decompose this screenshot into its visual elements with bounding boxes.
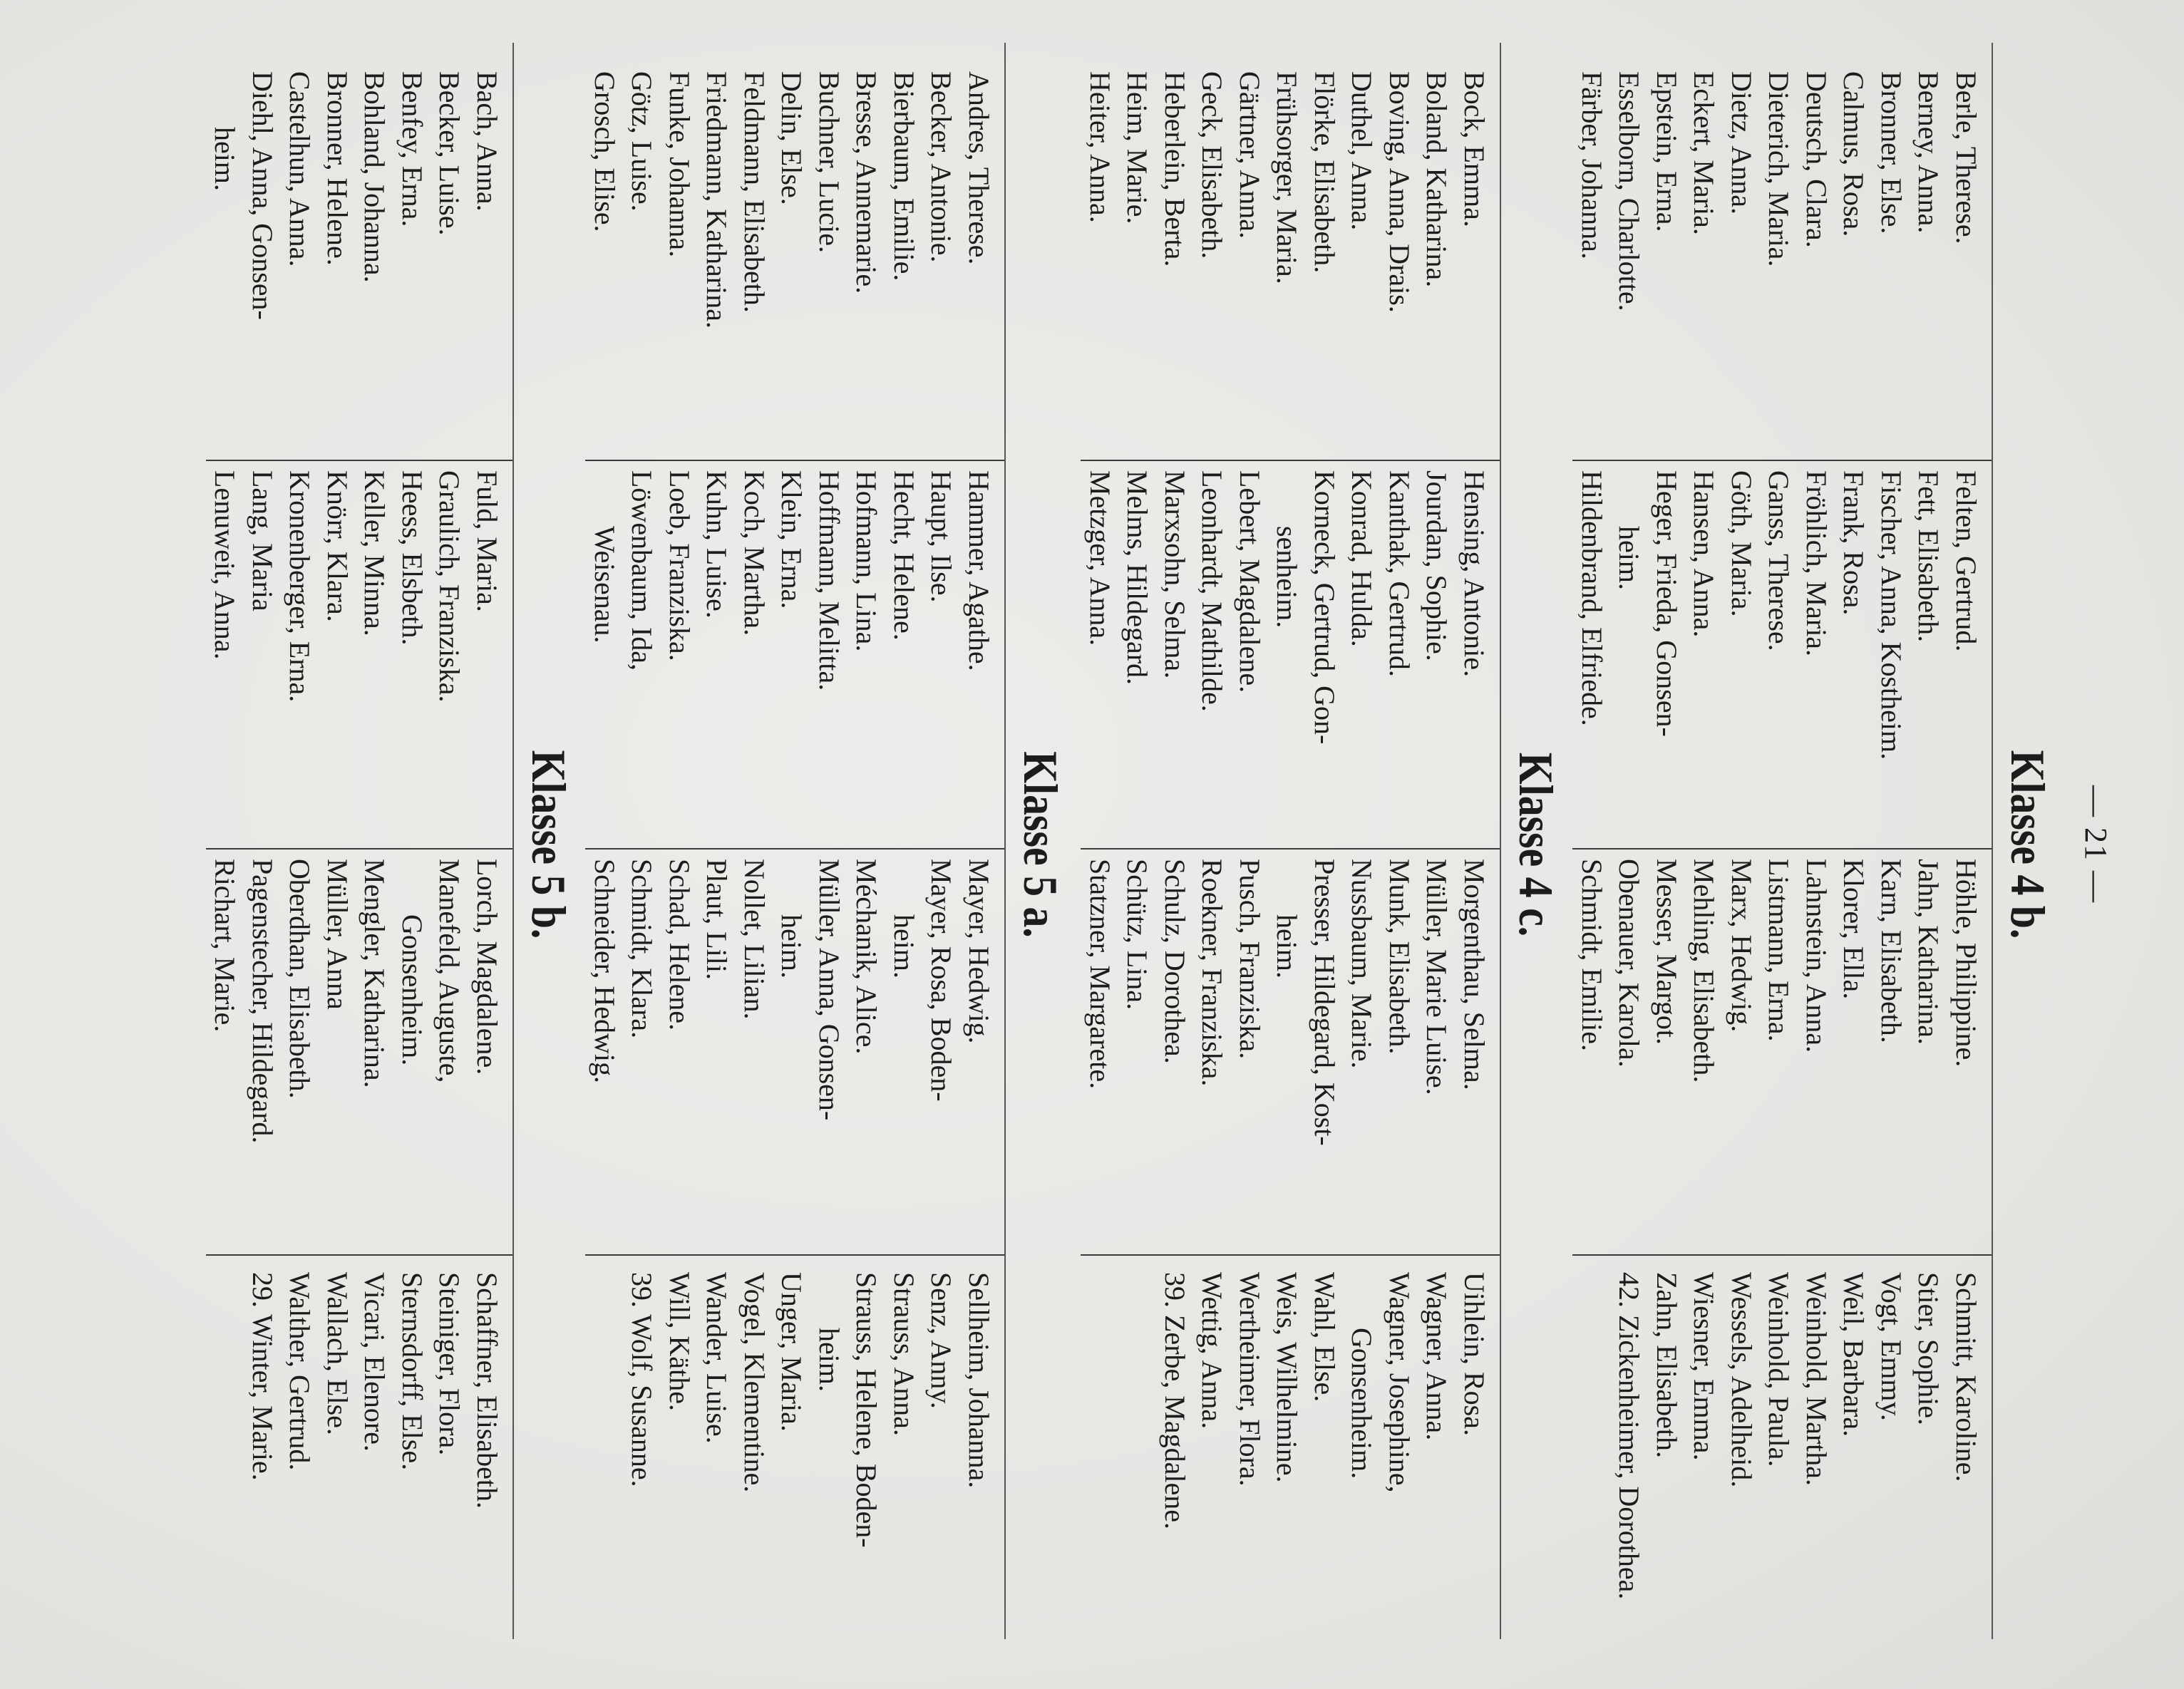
pupil-name: Hildenbrand, Elfriede. [1576, 470, 1608, 726]
pupil-name: Bronner, Helene. [321, 71, 354, 266]
pupil-name: Richart, Marie. [209, 859, 242, 1033]
pupil-name: Becker, Antonie. [925, 71, 958, 263]
pupil-name: Loeb, Franziska. [664, 470, 696, 661]
pupil-name: Mengler, Katharina. [359, 859, 391, 1088]
pupil-name: Heberlein, Berta. [1159, 71, 1191, 267]
pupil-name: Sellheim, Johanna. [963, 1272, 995, 1489]
pupil-name: Roekner, Franziska. [1196, 859, 1229, 1087]
name-column [1573, 859, 1985, 1258]
section-rule [512, 43, 514, 1639]
pupil-name: Schmidt, Emilie. [1576, 859, 1608, 1051]
pupil-name: Wagner, Josephine, [1384, 1272, 1416, 1493]
pupil-name: Vogt, Emmy. [1875, 1272, 1907, 1421]
pupil-name: Uihlein, Rosa. [1458, 1272, 1490, 1436]
pupil-name: heim. [1271, 914, 1304, 978]
pupil-name: Frank, Rosa. [1838, 470, 1870, 616]
pupil-name: Jourdan, Sophie. [1421, 470, 1453, 661]
pupil-name: 42. Zickenheimer, Dorothea. [1613, 1272, 1646, 1600]
pupil-name: Schütz, Lina. [1121, 859, 1154, 1011]
pupil-name: Keller, Minna. [359, 470, 391, 636]
pupil-name: Bohland, Johanna. [359, 71, 391, 283]
pupil-name: Bach, Anna. [471, 71, 503, 212]
pupil-name: Buchner, Lucie. [813, 71, 845, 253]
pupil-name: Wertheimer, Flora. [1234, 1272, 1266, 1487]
pupil-name: Méchanik, Alice. [850, 859, 883, 1055]
class-heading: Klasse 4 b. [2001, 750, 2055, 939]
pupil-name: Weisenau. [589, 526, 621, 644]
pupil-name: Hofmann, Lina. [850, 470, 883, 652]
pupil-name: Wander, Luise. [701, 1272, 733, 1444]
pupil-name: Andres, Therese. [963, 71, 995, 265]
pupil-name: Deutsch, Clara. [1801, 71, 1833, 248]
pupil-name: Götz, Luise. [626, 71, 659, 212]
pupil-name: Mehling, Elisabeth. [1688, 859, 1721, 1083]
pupil-name: 39. Wolf, Susanne. [626, 1272, 659, 1487]
pupil-name: Berney, Anna. [1912, 71, 1945, 234]
pupil-name: Eckert, Maria. [1688, 71, 1721, 235]
pupil-name: 39. Zerbe, Magdalene. [1159, 1272, 1191, 1529]
pupil-name: Listmann, Erna. [1763, 859, 1796, 1042]
pupil-name: Schmidt, Klara. [626, 859, 659, 1039]
pupil-name: Calmus, Rosa. [1838, 71, 1870, 237]
pupil-name: Benfey, Erna. [396, 71, 428, 227]
pupil-name: Funke, Johanna. [664, 71, 696, 258]
pupil-name: Dieterich, Maria. [1763, 71, 1796, 267]
pupil-name: Haupt, Ilse. [925, 470, 958, 603]
pupil-name: Messer, Margot. [1651, 859, 1683, 1045]
pupil-name: Diehl, Anna, Gonsen- [247, 71, 279, 320]
pupil-name: Wallach, Else. [321, 1272, 354, 1435]
column-divider [1081, 1254, 1500, 1256]
pupil-name: Hensing, Antonie. [1458, 470, 1490, 677]
column-divider [1573, 848, 1992, 849]
pupil-name: Marx, Hedwig. [1726, 859, 1758, 1033]
pupil-name: Duthel, Anna. [1346, 71, 1379, 231]
pupil-name: Höhle, Philippine. [1950, 859, 1982, 1068]
pupil-name: Fett, Elisabeth. [1912, 470, 1945, 643]
pupil-name: Stier, Sophie. [1912, 1272, 1945, 1426]
pupil-name: heim. [813, 1328, 845, 1392]
pupil-name: Strauss, Anna. [888, 1272, 920, 1436]
pupil-name: Bock, Emma. [1458, 71, 1490, 227]
name-column [586, 470, 998, 869]
pupil-name: Göth, Maria. [1726, 470, 1758, 617]
pupil-name: Presser, Hildegard, Kost- [1309, 859, 1341, 1146]
pupil-name: Leonhardt, Mathilde. [1196, 470, 1229, 712]
pupil-name: Gärtner, Anna. [1234, 71, 1266, 239]
pupil-name: Obenauer, Karola. [1613, 859, 1646, 1068]
pupil-name: Felten, Gertrud. [1950, 470, 1982, 652]
pupil-name: Müller, Anna, Gonsen- [813, 859, 845, 1121]
pupil-name: Steiniger, Flora. [433, 1272, 466, 1456]
pupil-name: Wagner, Anna. [1421, 1272, 1453, 1441]
class-heading: Klasse 5 b. [522, 750, 576, 939]
pupil-name: Friedmann, Katharina. [701, 71, 733, 329]
pupil-name: Wiesner, Emma. [1688, 1272, 1721, 1461]
pupil-name: Manefeld, Auguste, [433, 859, 466, 1083]
section-rule [1004, 43, 1006, 1639]
pupil-name: Vogel, Klementine. [738, 1272, 771, 1493]
pupil-name: Boland, Katharina. [1421, 71, 1453, 288]
pupil-name: Fischer, Anna, Kostheim. [1875, 470, 1907, 760]
pupil-name: Statzner, Margarete. [1084, 859, 1116, 1090]
pupil-name: Munk, Elisabeth. [1384, 859, 1416, 1055]
pupil-name: Nollet, Lilian. [738, 859, 771, 1020]
pupil-name: Bierbaum, Emilie. [888, 71, 920, 282]
name-column [206, 859, 505, 1258]
name-column [1081, 470, 1493, 869]
pupil-name: Karn, Elisabeth. [1875, 859, 1907, 1043]
pupil-name: Senz, Anny. [925, 1272, 958, 1409]
pupil-name: Heger, Frieda, Gonsen- [1651, 470, 1683, 737]
pupil-name: Nussbaum, Marie. [1346, 859, 1379, 1069]
pupil-name: Graulich, Franziska. [433, 470, 466, 703]
pupil-name: Will, Käthe. [664, 1272, 696, 1411]
pupil-name: Wessels, Adelheid. [1726, 1272, 1758, 1488]
pupil-name: heim. [888, 914, 920, 978]
name-column [586, 71, 998, 470]
pupil-name: Schneider, Hedwig. [589, 859, 621, 1083]
pupil-name: Hammer, Agathe. [963, 470, 995, 671]
pupil-name: Unger, Maria. [776, 1272, 808, 1432]
pupil-name: Plaut, Lili. [701, 859, 733, 980]
pupil-name: senheim. [1271, 526, 1304, 629]
pupil-name: Morgenthau, Selma. [1458, 859, 1490, 1090]
pupil-name: Lenuweit, Anna. [209, 470, 242, 660]
pupil-name: Berle, Therese. [1950, 71, 1982, 244]
pupil-name: Frühsorger, Maria. [1271, 71, 1304, 284]
pupil-name: Esselborn, Charlotte. [1613, 71, 1646, 311]
pupil-name: Wettig, Anna. [1196, 1272, 1229, 1430]
pupil-name: Ganss, Therese. [1763, 470, 1796, 651]
pupil-name: Marxsohn, Selma. [1159, 470, 1191, 679]
page-number: — 21 — [2079, 785, 2113, 904]
pupil-name: Müller, Anna [321, 859, 354, 1010]
pupil-name: Färber, Johanna. [1576, 71, 1608, 259]
pupil-name: Vicari, Elenore. [359, 1272, 391, 1452]
pupil-name: heim. [209, 127, 242, 191]
pupil-name: Bresse, Annemarie. [850, 71, 883, 294]
pupil-name: Lorch, Magdalene. [471, 859, 503, 1075]
pupil-name: Kanthak, Gertrud. [1384, 470, 1416, 677]
pupil-name: Delin, Else. [776, 71, 808, 205]
column-divider [206, 1254, 512, 1256]
pupil-name: Lang, Maria [247, 470, 279, 611]
column-divider [586, 460, 1005, 461]
column-divider [1573, 460, 1992, 461]
pupil-name: Walther, Gertrud. [284, 1272, 316, 1471]
pupil-name: Lebert, Magdalene. [1234, 470, 1266, 693]
class-heading: Klasse 5 a. [1014, 751, 1068, 938]
pupil-name: Weinhold, Paula. [1763, 1272, 1796, 1467]
pupil-name: Weinhold, Martha. [1801, 1272, 1833, 1487]
pupil-name: heim. [1613, 526, 1646, 590]
pupil-name: Metzger, Anna. [1084, 470, 1116, 646]
name-column [1610, 1272, 1984, 1671]
class-heading: Klasse 4 c. [1509, 752, 1563, 937]
pupil-name: Koch, Martha. [738, 470, 771, 636]
pupil-name: Jahn, Katharina. [1912, 859, 1945, 1045]
pupil-name: Heess, Elsbeth. [396, 470, 428, 646]
pupil-name: Dietz, Anna. [1726, 71, 1758, 215]
pupil-name: Fröhlich, Maria. [1801, 470, 1833, 657]
pupil-name: Knörr, Klara. [321, 470, 354, 622]
pupil-name: Müller, Marie Luise. [1421, 859, 1453, 1095]
pupil-name: Schad, Helene. [664, 859, 696, 1031]
pupil-name: Gonsenheim. [396, 914, 428, 1066]
name-column [1573, 470, 1985, 869]
pupil-name: Strauss, Helene, Boden- [850, 1272, 883, 1548]
pupil-name: Schmitt, Karoline. [1950, 1272, 1982, 1482]
pupil-name: Hoffmann, Melitta. [813, 470, 845, 691]
pupil-name: Korneck, Gertrud, Gon- [1309, 470, 1341, 745]
name-column [623, 1272, 997, 1671]
name-column [1573, 71, 1985, 470]
pupil-name: Bronner, Else. [1875, 71, 1907, 234]
section-rule [1500, 43, 1501, 1639]
pupil-name: Zahn, Elisabeth. [1651, 1272, 1683, 1459]
pupil-name: heim. [776, 914, 808, 978]
pupil-name: Lahnstein, Anna. [1801, 859, 1833, 1053]
pupil-name: Fuld, Maria. [471, 470, 503, 612]
name-column [206, 470, 505, 869]
pupil-name: Konrad, Hulda. [1346, 470, 1379, 647]
pupil-name: Wahl, Else. [1309, 1272, 1341, 1403]
pupil-name: Melms, Hildegard. [1121, 470, 1154, 686]
pupil-name: Schaffner, Elisabeth. [471, 1272, 503, 1509]
pupil-name: Klorer, Ella. [1838, 859, 1870, 1000]
column-divider [1573, 1254, 1992, 1256]
pupil-name: Heim, Marie. [1121, 71, 1154, 224]
pupil-name: Grosch, Elise. [589, 71, 621, 232]
pupil-name: Boving, Anna, Drais. [1384, 71, 1416, 313]
pupil-name: Sternsdorff, Else. [396, 1272, 428, 1471]
pupil-name: Castelhun, Anna. [284, 71, 316, 267]
pupil-name: Löwenbaum, Ida, [626, 470, 659, 671]
pupil-name: Flörke, Elisabeth. [1309, 71, 1341, 274]
pupil-name: Feldmann, Elisabeth. [738, 71, 771, 313]
name-column [586, 859, 998, 1258]
section-rule [1992, 43, 1993, 1639]
pupil-name: Heiter, Anna. [1084, 71, 1116, 223]
column-divider [1081, 848, 1500, 849]
pupil-name: Hansen, Anna. [1688, 470, 1721, 638]
column-divider [206, 460, 512, 461]
pupil-name: Mayer, Rosa, Boden- [925, 859, 958, 1102]
pupil-name: Hecht, Helene. [888, 470, 920, 641]
pupil-name: 29. Winter, Marie. [247, 1272, 279, 1481]
pupil-name: Becker, Luise. [433, 71, 466, 236]
column-divider [586, 1254, 1005, 1256]
pupil-name: Pagenstecher, Hildegard. [247, 859, 279, 1144]
pupil-name: Epstein, Erna. [1651, 71, 1683, 232]
pupil-name: Geck, Elisabeth. [1196, 71, 1229, 259]
column-divider [586, 848, 1005, 849]
pupil-name: Oberdhan, Elisabeth. [284, 859, 316, 1099]
column-divider [206, 848, 512, 849]
pupil-name: Pusch, Franziska. [1234, 859, 1266, 1060]
column-divider [1081, 460, 1500, 461]
pupil-name: Kuhn, Luise. [701, 470, 733, 619]
name-column [244, 1272, 506, 1671]
pupil-name: Schulz, Dorothea. [1159, 859, 1191, 1064]
name-column [1156, 1272, 1493, 1671]
name-column [206, 71, 505, 470]
name-column [1081, 71, 1493, 470]
pupil-name: Weis, Wilhelmine. [1271, 1272, 1304, 1483]
name-column [1081, 859, 1493, 1258]
pupil-name: Gonsenheim. [1346, 1328, 1379, 1479]
pupil-name: Klein, Erna. [776, 470, 808, 609]
pupil-name: Weil, Barbara. [1838, 1272, 1870, 1437]
pupil-name: Kronenberger, Erna. [284, 470, 316, 703]
pupil-name: Mayer, Hedwig. [963, 859, 995, 1044]
